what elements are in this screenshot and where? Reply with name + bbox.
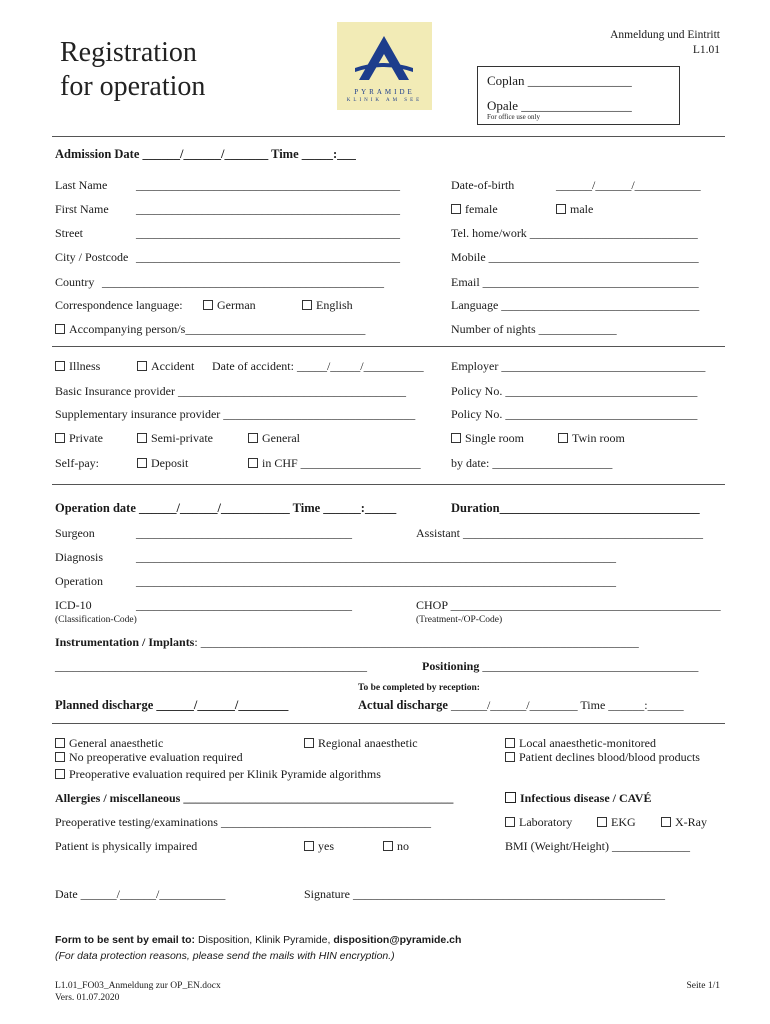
chf-field[interactable]: in CHF ____________________ <box>262 456 421 470</box>
email-address-link[interactable]: disposition@pyramide.ch <box>333 934 462 946</box>
last-name-field[interactable]: ____________________________________________ <box>136 178 400 192</box>
logo-sub: KLINIK AM SEE <box>346 98 423 103</box>
female-label: female <box>465 202 498 216</box>
accompanying-label: Accompanying person/s <box>69 322 186 336</box>
allergies-field[interactable]: Allergies / miscellaneous _____________________________________________ <box>55 791 454 805</box>
email-instruction <box>55 934 461 946</box>
general-anaesthetic-label: General anaesthetic <box>69 736 164 750</box>
general-checkbox[interactable] <box>248 431 300 446</box>
checkbox-icon <box>451 204 461 214</box>
instrumentation-field[interactable] <box>55 635 639 650</box>
positioning-label: Positioning <box>422 659 480 673</box>
actual-discharge-field[interactable] <box>358 698 684 713</box>
checkbox-icon <box>137 458 147 468</box>
diagnosis-field[interactable]: ________________________________________________________________________________ <box>136 550 616 564</box>
policy-no-2-field[interactable]: Policy No. ________________________________ <box>451 407 698 421</box>
positioning-line[interactable]: ____________________________________ <box>479 659 699 673</box>
signature-field[interactable]: Signature ____________________________________________________ <box>304 887 665 901</box>
yes-label: yes <box>318 839 334 853</box>
checkbox-icon <box>55 324 65 334</box>
ekg-label: EKG <box>611 815 636 829</box>
assistant-field[interactable]: Assistant ________________________________________ <box>416 526 704 540</box>
checkbox-icon <box>248 433 258 443</box>
xray-checkbox[interactable] <box>661 815 707 830</box>
semi-private-label: Semi-private <box>151 431 213 445</box>
regional-anaesthetic-label: Regional anaesthetic <box>318 736 418 750</box>
local-anaesthetic-checkbox[interactable] <box>505 736 656 751</box>
checkbox-icon <box>203 300 213 310</box>
instrumentation-label: Instrumentation / Implants <box>55 635 195 649</box>
infectious-disease-label: Infectious disease / CAVÉ <box>520 791 652 805</box>
divider <box>52 723 725 724</box>
first-name-label: First Name <box>55 202 109 216</box>
correspondence-label: Correspondence language: <box>55 298 183 312</box>
german-label: German <box>217 298 256 312</box>
impaired-no-checkbox[interactable] <box>383 839 409 854</box>
nights-field[interactable]: Number of nights _____________ <box>451 322 617 336</box>
page-number: Seite 1/1 <box>686 981 720 991</box>
twin-room-checkbox[interactable] <box>558 431 625 446</box>
date-field[interactable]: Date ______/______/___________ <box>55 887 226 901</box>
basic-insurance-field[interactable]: Basic Insurance provider ______________________________________ <box>55 384 406 398</box>
xray-label: X-Ray <box>675 815 707 829</box>
street-field[interactable]: ____________________________________________ <box>136 226 400 240</box>
chop-sublabel: (Treatment-/OP-Code) <box>416 615 503 625</box>
actual-discharge-label: Actual discharge <box>358 698 448 712</box>
female-checkbox[interactable] <box>451 202 498 217</box>
checkbox-icon <box>505 738 515 748</box>
last-name-label: Last Name <box>55 178 108 192</box>
general-anaesthetic-checkbox[interactable] <box>55 736 163 751</box>
preop-evaluation-label: Preoperative evaluation required per Klinik Pyramide algorithms <box>69 767 381 781</box>
checkbox-icon <box>505 817 515 827</box>
diagnosis-label: Diagnosis <box>55 550 103 564</box>
checkbox-icon <box>248 458 258 468</box>
city-field[interactable]: ____________________________________________ <box>136 250 400 264</box>
email-mid: Disposition, Klinik Pyramide, <box>195 934 334 946</box>
policy-no-1-field[interactable]: Policy No. ________________________________ <box>451 384 698 398</box>
checkbox-icon <box>302 300 312 310</box>
self-pay-label: Self-pay: <box>55 456 99 470</box>
dob-label: Date-of-birth <box>451 178 515 192</box>
pyramid-icon <box>337 22 432 88</box>
checkbox-icon <box>137 361 147 371</box>
deposit-label: Deposit <box>151 456 189 470</box>
checkbox-icon <box>55 752 65 762</box>
preop-testing-field[interactable]: Preoperative testing/examinations ___________________________________ <box>55 815 431 829</box>
single-room-label: Single room <box>465 431 524 445</box>
icd-sublabel: (Classification-Code) <box>55 615 137 625</box>
single-room-checkbox[interactable] <box>451 431 524 446</box>
checkbox-icon <box>451 433 461 443</box>
local-anaesthetic-label: Local anaesthetic-monitored <box>519 736 656 750</box>
email-lead: Form to be sent by email to: <box>55 934 196 946</box>
city-label: City / Postcode <box>55 250 129 264</box>
accompanying-checkbox[interactable] <box>55 322 365 337</box>
tel-field[interactable]: Tel. home/work ____________________________ <box>451 226 698 240</box>
dob-field[interactable]: ______/______/___________ <box>556 178 701 192</box>
icd-label: ICD-10 <box>55 598 92 612</box>
office-use-box <box>477 66 680 125</box>
no-label: no <box>397 839 409 853</box>
illness-label: Illness <box>69 359 101 373</box>
checkbox-icon <box>304 841 314 851</box>
german-checkbox[interactable] <box>203 298 256 313</box>
country-label: Country <box>55 275 95 289</box>
semi-private-checkbox[interactable] <box>137 431 213 446</box>
male-label: male <box>570 202 594 216</box>
checkbox-icon <box>137 433 147 443</box>
title-line-1: Registration <box>60 37 197 68</box>
deposit-checkbox[interactable] <box>137 456 188 471</box>
coplan-field[interactable]: Coplan ________________ <box>487 73 632 88</box>
by-date-field[interactable]: by date: ____________________ <box>451 456 613 470</box>
street-label: Street <box>55 226 83 240</box>
title-line-2: for operation <box>60 71 206 102</box>
operation-field[interactable]: ________________________________________________________________________________ <box>136 574 616 588</box>
language-field[interactable]: Language _________________________________ <box>451 298 700 312</box>
country-field[interactable]: _______________________________________________ <box>102 275 384 289</box>
laboratory-label: Laboratory <box>519 815 573 829</box>
regional-anaesthetic-checkbox[interactable] <box>304 736 418 751</box>
doc-reference <box>610 28 720 58</box>
checkbox-icon <box>505 752 515 762</box>
checkbox-icon <box>597 817 607 827</box>
office-note: For office use only <box>487 113 540 121</box>
accident-label: Accident <box>151 359 195 373</box>
illness-checkbox[interactable] <box>55 359 100 374</box>
accompanying-field[interactable]: ______________________________ <box>185 322 366 336</box>
checkbox-icon <box>304 738 314 748</box>
actual-discharge-line[interactable]: ______/______/________ Time ______:______ <box>447 698 684 712</box>
private-label: Private <box>69 431 103 445</box>
surgeon-label: Surgeon <box>55 526 95 540</box>
footer-file <box>55 980 221 1004</box>
pyramide-logo <box>337 22 432 110</box>
impaired-yes-checkbox[interactable] <box>304 839 334 854</box>
impaired-label: Patient is physically impaired <box>55 839 198 853</box>
form-title <box>60 36 205 104</box>
general-label: General <box>262 431 300 445</box>
doc-type: Anmeldung und Eintritt <box>610 29 720 41</box>
divider <box>52 484 725 485</box>
first-name-field[interactable]: ____________________________________________ <box>136 202 400 216</box>
version: Vers. 01.07.2020 <box>55 993 120 1003</box>
opale-field[interactable]: Opale _________________ <box>487 98 632 113</box>
file-name: L1.01_FO03_Anmeldung zur OP_EN.docx <box>55 981 221 991</box>
bmi-field[interactable]: BMI (Weight/Height) _____________ <box>505 839 691 853</box>
planned-discharge-field[interactable]: Planned discharge ______/______/________ <box>55 698 289 712</box>
positioning-pre-line[interactable]: ____________________________________________________ <box>55 659 367 673</box>
email-field[interactable]: Email ____________________________________ <box>451 275 699 289</box>
mobile-field[interactable]: Mobile ___________________________________ <box>451 250 699 264</box>
ekg-checkbox[interactable] <box>597 815 636 830</box>
declines-blood-label: Patient declines blood/blood products <box>519 750 700 764</box>
no-evaluation-checkbox[interactable] <box>55 750 243 765</box>
checkbox-icon <box>505 792 516 803</box>
reception-note: To be completed by reception: <box>358 683 480 693</box>
checkbox-icon <box>55 361 65 371</box>
operation-date-field[interactable]: Operation date ______/______/___________ Time ______:_____ <box>55 501 397 515</box>
preop-evaluation-checkbox[interactable] <box>55 767 381 782</box>
divider <box>52 136 725 137</box>
male-checkbox[interactable] <box>556 202 593 217</box>
admission-date-field[interactable]: Admission Date ______/______/_______ Time _____:___ <box>55 147 356 161</box>
supplementary-insurance-field[interactable]: Supplementary insurance provider ________________________________ <box>55 407 416 421</box>
icd-field[interactable]: ____________________________________ <box>136 598 352 612</box>
checkbox-icon <box>558 433 568 443</box>
checkbox-icon <box>55 738 65 748</box>
declines-blood-checkbox[interactable] <box>505 750 700 765</box>
duration-field[interactable]: Duration________________________________ <box>451 501 700 515</box>
accident-checkbox[interactable] <box>137 359 194 374</box>
private-checkbox[interactable] <box>55 431 103 446</box>
employer-field[interactable]: Employer __________________________________ <box>451 359 706 373</box>
operation-label: Operation <box>55 574 103 588</box>
privacy-note: (For data protection reasons, please send the mails with HIN encryption.) <box>55 950 395 962</box>
twin-room-label: Twin room <box>572 431 625 445</box>
infectious-disease-checkbox[interactable] <box>505 791 651 806</box>
english-checkbox[interactable] <box>302 298 353 313</box>
date-of-accident-field[interactable]: Date of accident: _____/_____/__________ <box>212 359 424 373</box>
surgeon-field[interactable]: ____________________________________ <box>136 526 352 540</box>
checkbox-icon <box>383 841 393 851</box>
positioning-field[interactable] <box>422 659 698 674</box>
checkbox-icon <box>55 769 65 779</box>
doc-code: L1.01 <box>692 44 720 56</box>
checkbox-icon <box>556 204 566 214</box>
logo-name: PYRAMIDE <box>354 88 415 96</box>
instrumentation-line[interactable]: : _________________________________________________________________________ <box>194 635 639 649</box>
checkbox-icon <box>55 433 65 443</box>
english-label: English <box>316 298 353 312</box>
chf-checkbox[interactable] <box>248 456 421 471</box>
chop-field[interactable]: CHOP _____________________________________________ <box>416 598 721 612</box>
divider <box>52 346 725 347</box>
no-evaluation-label: No preoperative evaluation required <box>69 750 243 764</box>
laboratory-checkbox[interactable] <box>505 815 572 830</box>
checkbox-icon <box>661 817 671 827</box>
